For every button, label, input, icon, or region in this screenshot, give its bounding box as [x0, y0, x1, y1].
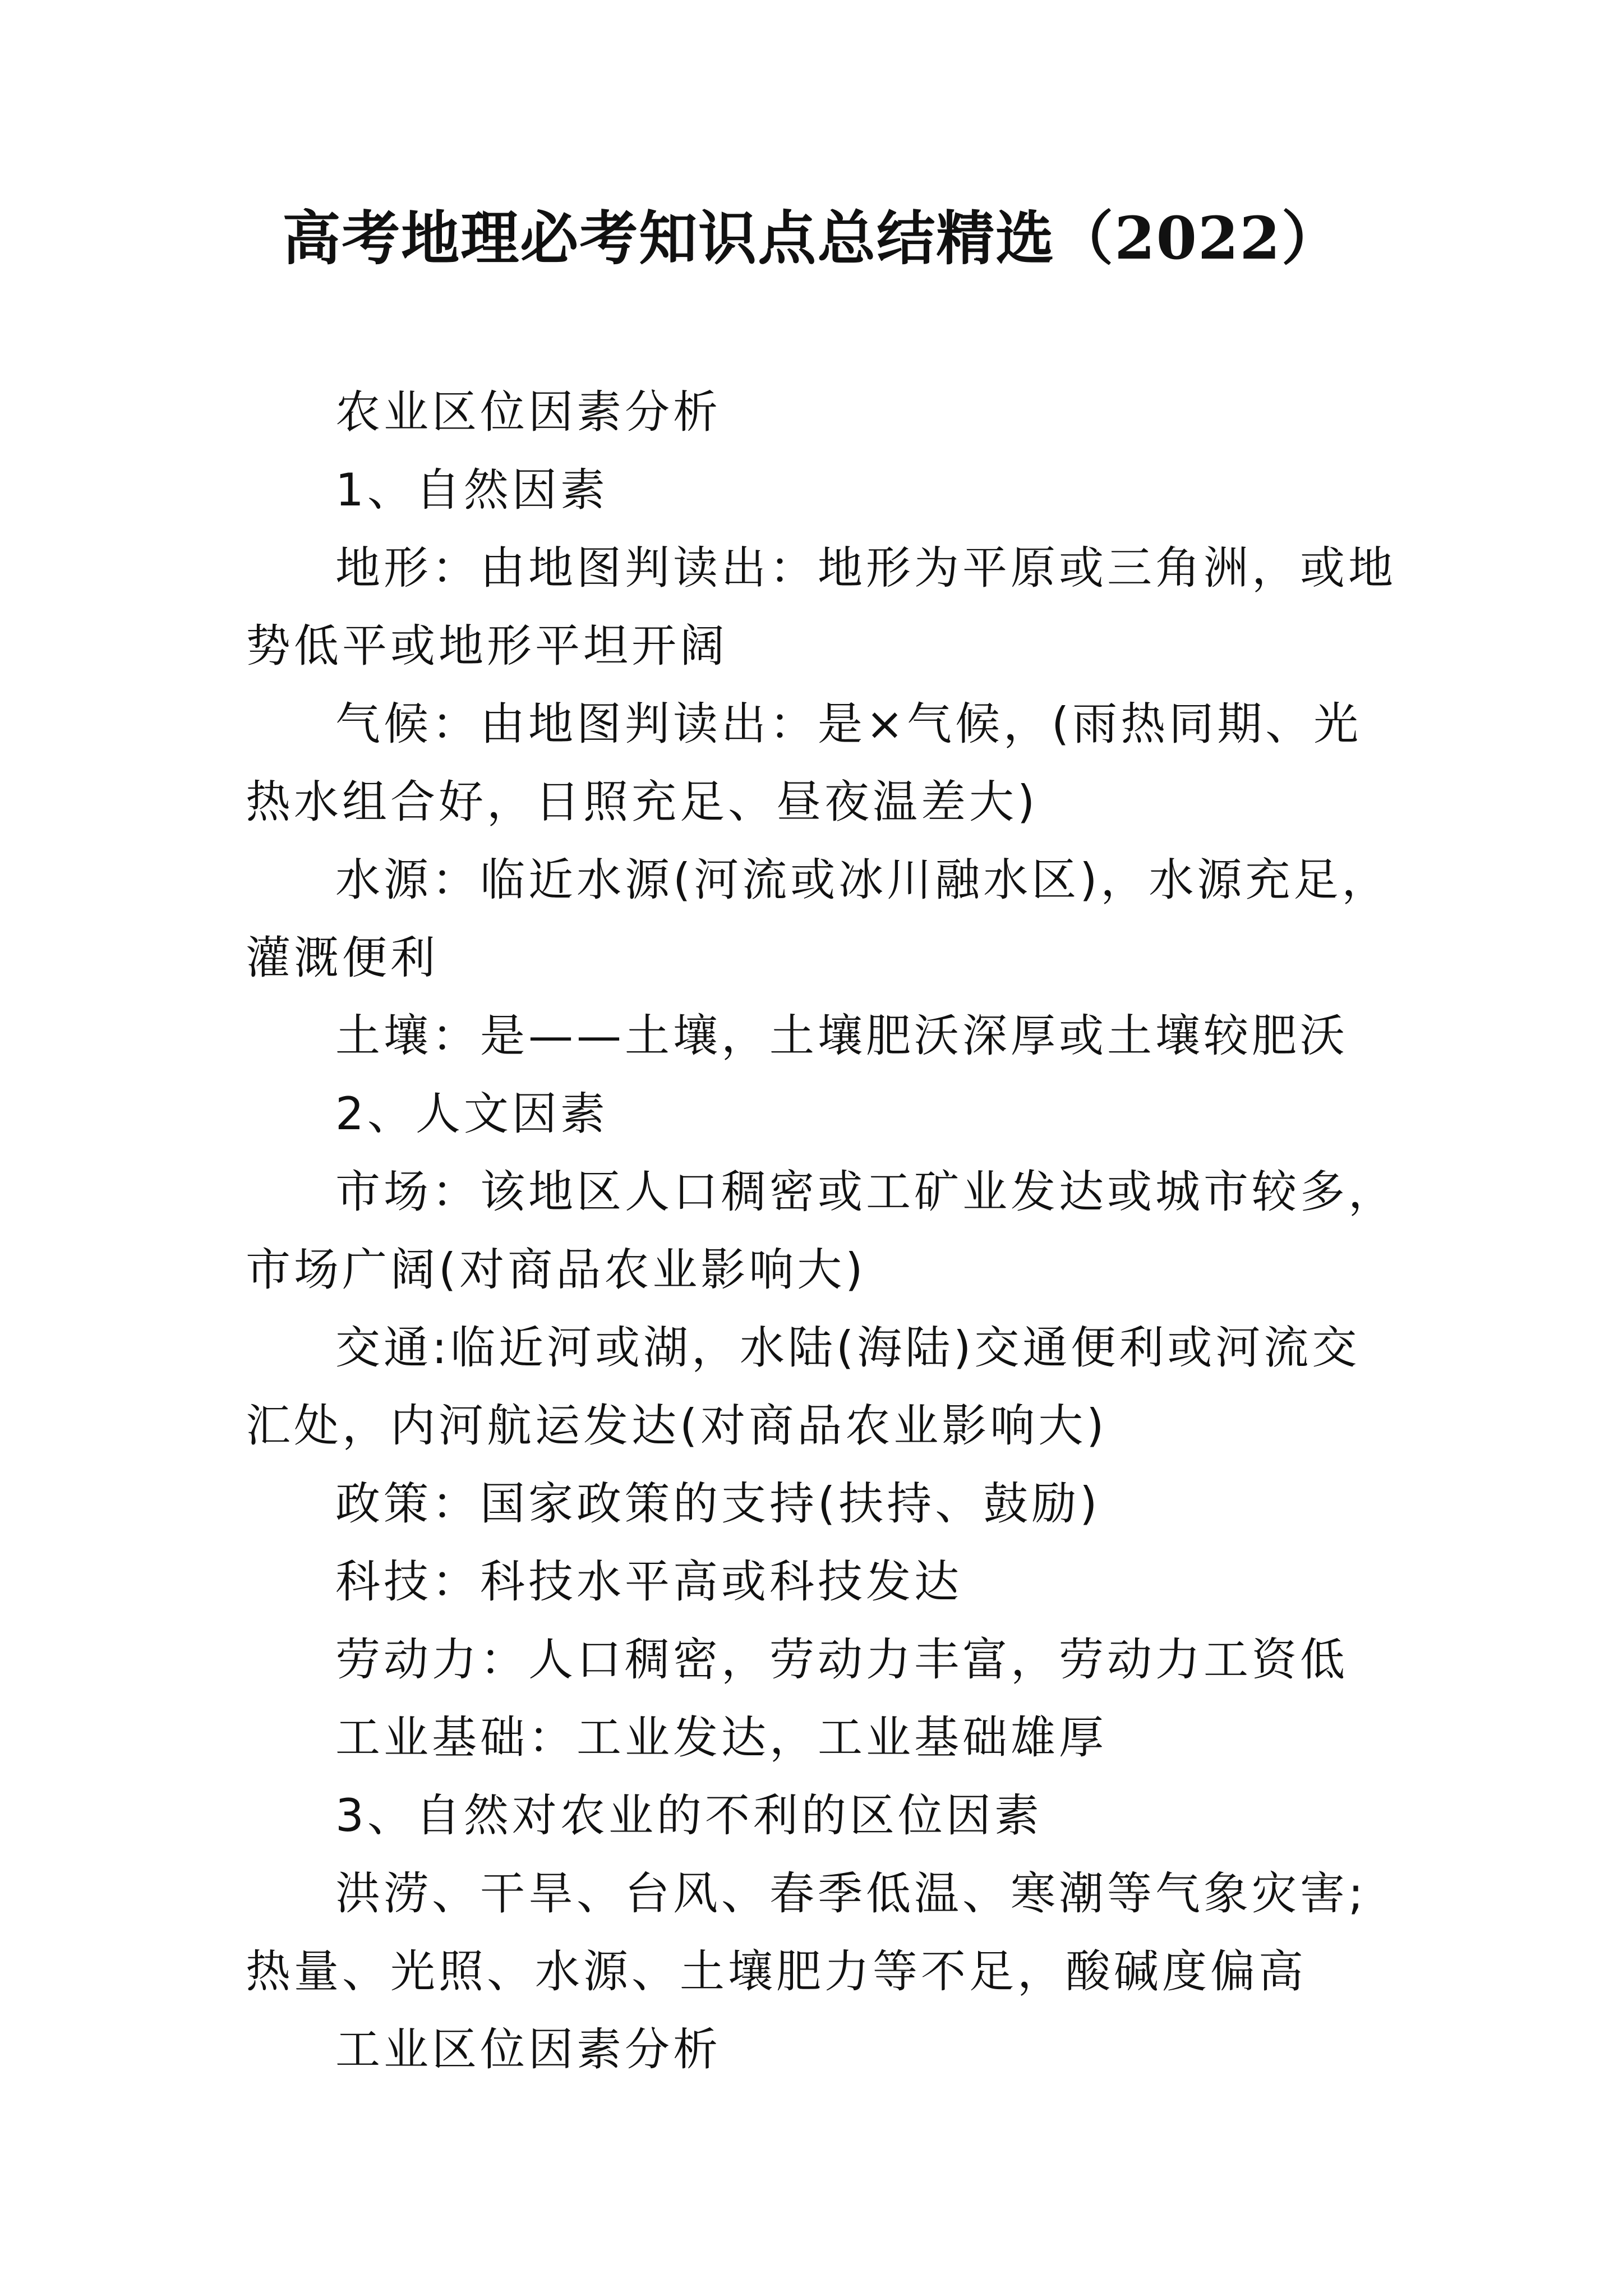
paragraph-labor: 劳动力：人口稠密，劳动力丰富，劳动力工资低 — [335, 1634, 1348, 1686]
paragraph-industry-location-heading: 工业区位因素分析 — [335, 2023, 721, 2076]
paragraph-industrial-base: 工业基础：工业发达，工业基础雄厚 — [335, 1711, 1107, 1764]
paragraph-soil: 土壤：是——土壤，土壤肥沃深厚或土壤较肥沃 — [335, 1010, 1348, 1062]
paragraph-market: 市场：该地区人口稠密或工矿业发达或城市较多，市场广阔(对商品农业影响大) — [246, 1166, 1396, 1296]
document-body — [246, 373, 1399, 2088]
document-title: 高考地理必考知识点总结精选（2022） — [282, 204, 1341, 273]
paragraph-transport: 交通:临近河或湖，水陆(海陆)交通便利或河流交汇处，内河航运发达(对商品农业影响大) — [246, 1322, 1361, 1452]
paragraph-natural-disasters: 洪涝、干旱、台风、春季低温、寒潮等气象灾害;热量、光照、水源、土壤肥力等不足，酸碱度偏高 — [246, 1867, 1367, 1998]
paragraph-policy: 政策：国家政策的支持(扶持、鼓励) — [335, 1478, 1101, 1530]
paragraph-terrain: 地形：由地图判读出：地形为平原或三角洲，或地势低平或地形平坦开阔 — [246, 542, 1396, 672]
paragraph-human-factors-heading: 2、人文因素 — [335, 1088, 608, 1140]
paragraph-agri-location-heading: 农业区位因素分析 — [335, 386, 721, 438]
paragraph-technology: 科技：科技水平高或科技发达 — [335, 1556, 962, 1608]
paragraph-natural-factors-heading: 1、自然因素 — [335, 464, 608, 516]
paragraph-climate: 气候：由地图判读出：是×气候，(雨热同期、光热水组合好，日照充足、昼夜温差大) — [246, 698, 1362, 828]
paragraph-unfavorable-factors-heading: 3、自然对农业的不利的区位因素 — [335, 1789, 1043, 1842]
paragraph-water-source: 水源：临近水源(河流或冰川融水区)，水源充足，灌溉便利 — [246, 854, 1390, 984]
